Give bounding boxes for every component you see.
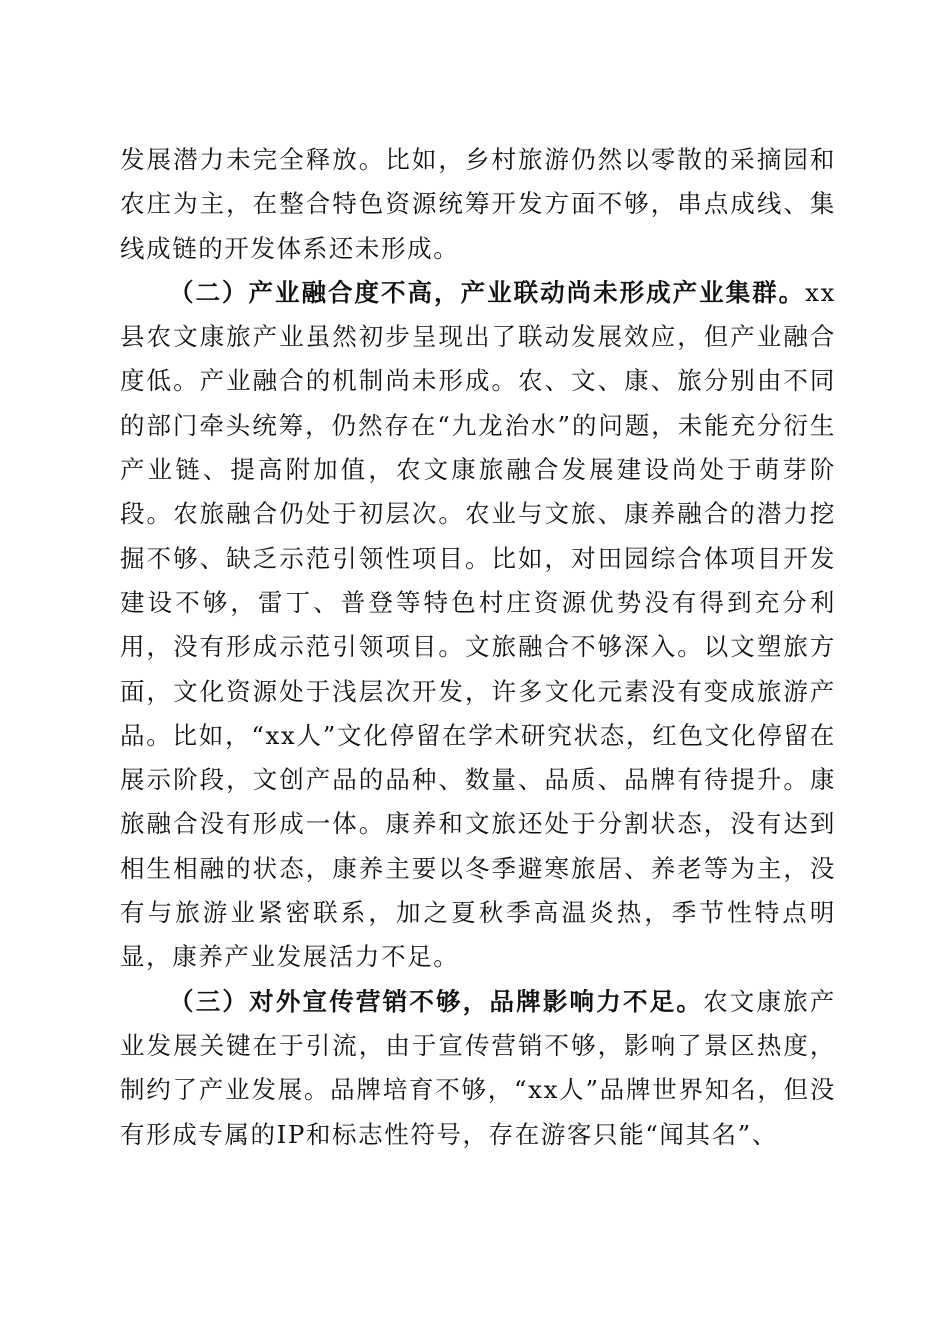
section-3-body: 农文康旅产业发展关键在于引流，由于宣传营销不够，影响了景区热度，制约了产业发展。品牌培育不够，“xx人”品牌世界知名，但没有形成专属的IP和标志性符号，存在游客只能“闻其名”、	[120, 986, 837, 1149]
section-2-body: xx县农文康旅产业虽然初步呈现出了联动发展效应，但产业融合度低。产业融合的机制尚未形成。农、文、康、旅分别由不同的部门牵头统筹，仍然存在“九龙治水”的问题，未能充分衍生产业链、提高附加值，农文康旅融合发展建设尚处于萌芽阶段。农旅融合仍处于初层次。农业与文旅、康养融合的潜力挖掘不够、缺乏示范引领性项目。比如，对田园综合体项目开发建设不够，雷丁、普登等特色村庄资源优势没有得到充分利用，没有形成示范引领项目。文旅融合不够深入。以文塑旅方面，文化资源处于浅层次开发，许多文化元素没有变成旅游产品。比如，“xx人”文化停留在学术研究状态，红色文化停留在展示阶段，文创产品的品种、数量、品质、品牌有待提升。康旅融合没有形成一体。康养和文旅还处于分割状态，没有达到相生相融的状态，康养主要以冬季避寒旅居、养老等为主，没有与旅游业紧密联系，加之夏秋季高温炎热，季节性特点明显，康养产业发展活力不足。	[120, 277, 836, 972]
section-3-heading: （三）对外宣传营销不够，品牌影响力不足。	[169, 986, 704, 1016]
section-2-paragraph	[120, 271, 836, 980]
paragraph-continued	[120, 138, 836, 271]
section-3-paragraph	[120, 980, 836, 1157]
paragraph-continued-text: 发展潜力未完全释放。比如，乡村旅游仍然以零散的采摘园和农庄为主，在整合特色资源统筹开发方面不够，串点成线、集线成链的开发体系还未形成。	[120, 145, 836, 263]
document-body	[120, 138, 836, 1157]
section-2-heading: （二）产业融合度不高，产业联动尚未形成产业集群。	[169, 277, 806, 307]
